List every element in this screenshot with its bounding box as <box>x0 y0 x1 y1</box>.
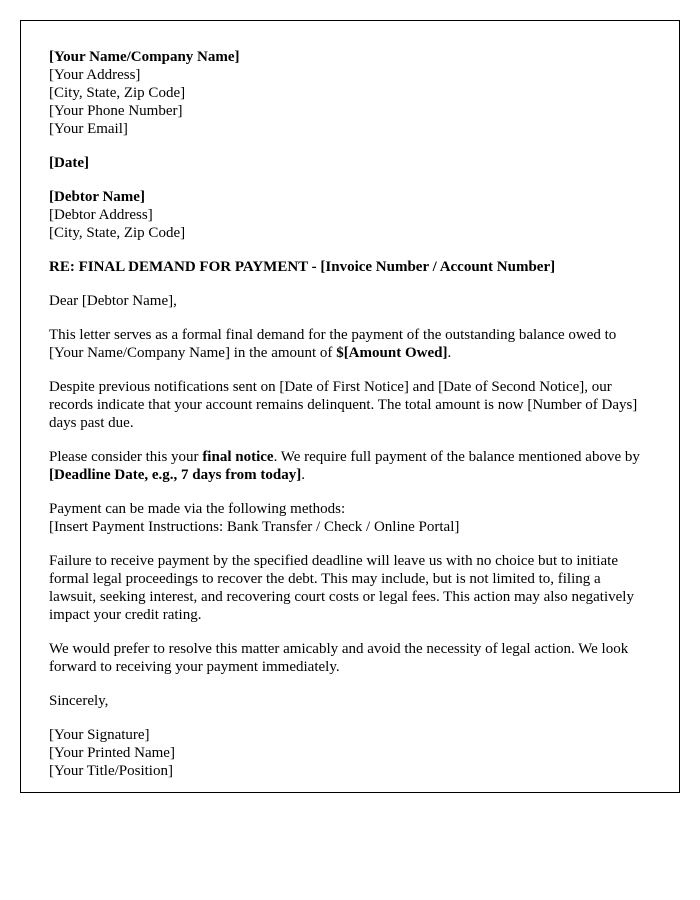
signature-printed-name: [Your Printed Name] <box>49 745 175 761</box>
payment-methods-intro: Payment can be made via the following methods: <box>49 501 346 517</box>
paragraph-notice <box>49 448 651 484</box>
date-block <box>49 154 651 172</box>
signature-name: [Your Signature] <box>49 727 150 743</box>
paragraph-consequences <box>49 552 651 624</box>
recipient-city: [City, State, Zip Code] <box>49 225 186 241</box>
paragraph-closing-appeal-text: We would prefer to resolve this matter amicably and avoid the necessity of legal action. We look forward to receiving your payment immediately. <box>49 641 629 675</box>
paragraph-demand-text: This letter serves as a formal final demand for the payment of the outstanding balance owed to [Your Name/Company Name] in the amount of <box>49 327 617 361</box>
signature-block <box>49 726 651 780</box>
recipient-name: [Debtor Name] <box>49 189 145 205</box>
final-notice-emphasis: final notice <box>202 449 274 465</box>
deadline-date: [Deadline Date, e.g., 7 days from today] <box>49 467 302 483</box>
paragraph-notice-pre: Please consider this your <box>49 449 203 465</box>
payment-instructions: [Insert Payment Instructions: Bank Transfer / Check / Online Portal] <box>49 519 460 535</box>
date-line: [Date] <box>49 155 89 171</box>
recipient-block <box>49 188 651 242</box>
signoff-block <box>49 692 651 710</box>
sender-city: [City, State, Zip Code] <box>49 85 186 101</box>
subject-line: RE: FINAL DEMAND FOR PAYMENT - [Invoice Number / Account Number] <box>49 259 556 275</box>
recipient-address: [Debtor Address] <box>49 207 153 223</box>
sender-block <box>49 48 651 138</box>
letter-page <box>20 20 680 793</box>
paragraph-demand <box>49 326 651 362</box>
paragraph-closing-appeal <box>49 640 651 676</box>
paragraph-consequences-text: Failure to receive payment by the specified deadline will leave us with no choice but to initiate formal legal proceedings to recover the debt. This may include, but is not limited to, filing a lawsuit, seeking interest, and recovering court costs or legal fees. This action may also negatively impact your credit rating. <box>49 553 634 623</box>
sender-email: [Your Email] <box>49 121 128 137</box>
sender-address: [Your Address] <box>49 67 141 83</box>
payment-methods-block <box>49 500 651 536</box>
paragraph-history <box>49 378 651 432</box>
sender-name: [Your Name/Company Name] <box>49 49 240 65</box>
paragraph-notice-mid: . We require full payment of the balance mentioned above by <box>273 449 640 465</box>
salutation-block <box>49 292 651 310</box>
paragraph-notice-period: . <box>301 467 305 483</box>
salutation-line: Dear [Debtor Name], <box>49 293 177 309</box>
sender-phone: [Your Phone Number] <box>49 103 183 119</box>
paragraph-history-text: Despite previous notifications sent on [Date of First Notice] and [Date of Second Notice], our records indicate that your account remains delinquent. The total amount is now [Number of Days] days past due. <box>49 379 638 431</box>
signoff-line: Sincerely, <box>49 693 109 709</box>
subject-block <box>49 258 651 276</box>
amount-owed: $[Amount Owed] <box>336 345 448 361</box>
paragraph-demand-period: . <box>447 345 452 361</box>
signature-title: [Your Title/Position] <box>49 763 173 779</box>
